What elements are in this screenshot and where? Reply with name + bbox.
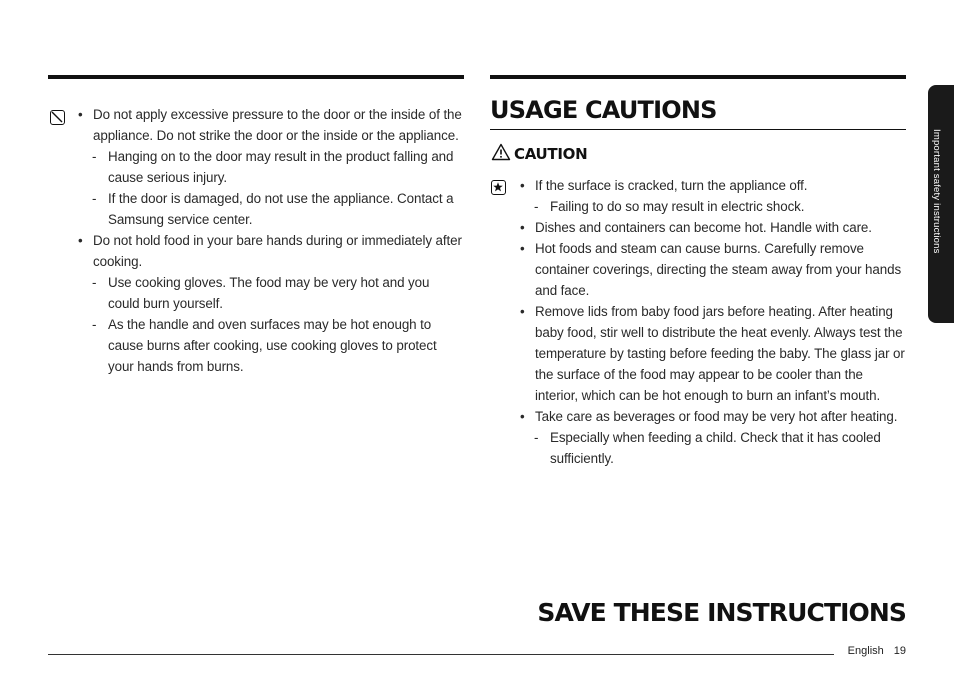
sub-item: - Hanging on to the door may result in the product falling and cause serious injury. [76, 146, 464, 188]
sub-item: - Failing to do so may result in electric shock. [518, 196, 906, 217]
star-icon [491, 180, 506, 195]
title-rule [490, 129, 906, 130]
save-instructions-heading: SAVE THESE INSTRUCTIONS [537, 598, 906, 627]
bullet-text: • Hot foods and steam can cause burns. Carefully remove container coverings, directing the steam away from your hands and face. [518, 238, 906, 301]
list-item [76, 230, 464, 377]
list-item [518, 406, 906, 469]
list-item [76, 104, 464, 230]
sub-item: - Especially when feeding a child. Check that it has cooled sufficiently. [518, 427, 906, 469]
bullet-text: • Take care as beverages or food may be very hot after heating. [518, 406, 906, 427]
list-item [518, 301, 906, 406]
bullet-text: • Remove lids from baby food jars before heating. After heating baby food, stir well to distribute the heat evenly. Always test the temperature by tasting before feeding the baby. The glass jar or the surface of the food may appear to be cooler than the interior, which can be hot enough to burn an infant’s mouth. [518, 301, 906, 406]
list-item [518, 175, 906, 217]
sub-item: - As the handle and oven surfaces may be hot enough to cause burns after cooking, use cooking gloves to protect your hands from burns. [76, 314, 464, 377]
caution-label: CAUTION [514, 145, 588, 163]
sub-item: - If the door is damaged, do not use the appliance. Contact a Samsung service center. [76, 188, 464, 230]
side-tab-label: Important safety instructions [931, 129, 942, 254]
sub-item: - Use cooking gloves. The food may be very hot and you could burn yourself. [76, 272, 464, 314]
prohibition-icon [50, 110, 65, 125]
caution-heading [491, 144, 587, 164]
list-item [518, 238, 906, 301]
top-rule-right [490, 75, 906, 79]
footer-language: English [847, 645, 884, 657]
warning-triangle-icon [491, 143, 511, 166]
bullet-text: • Dishes and containers can become hot. Handle with care. [518, 217, 906, 238]
list-item [518, 217, 906, 238]
left-column [76, 104, 464, 377]
top-rule-left [48, 75, 464, 79]
bullet-text: • Do not apply excessive pressure to the door or the inside of the appliance. Do not strike the door or the inside or the appliance. [76, 104, 464, 146]
bullet-text: • Do not hold food in your bare hands during or immediately after cooking. [76, 230, 464, 272]
right-column [518, 175, 906, 469]
page-number: 19 [893, 645, 906, 657]
side-section-tab[interactable] [928, 85, 954, 323]
page-footer [848, 645, 906, 657]
bottom-rule [48, 654, 834, 655]
bullet-text: • If the surface is cracked, turn the appliance off. [518, 175, 906, 196]
section-title: USAGE CAUTIONS [490, 96, 717, 124]
